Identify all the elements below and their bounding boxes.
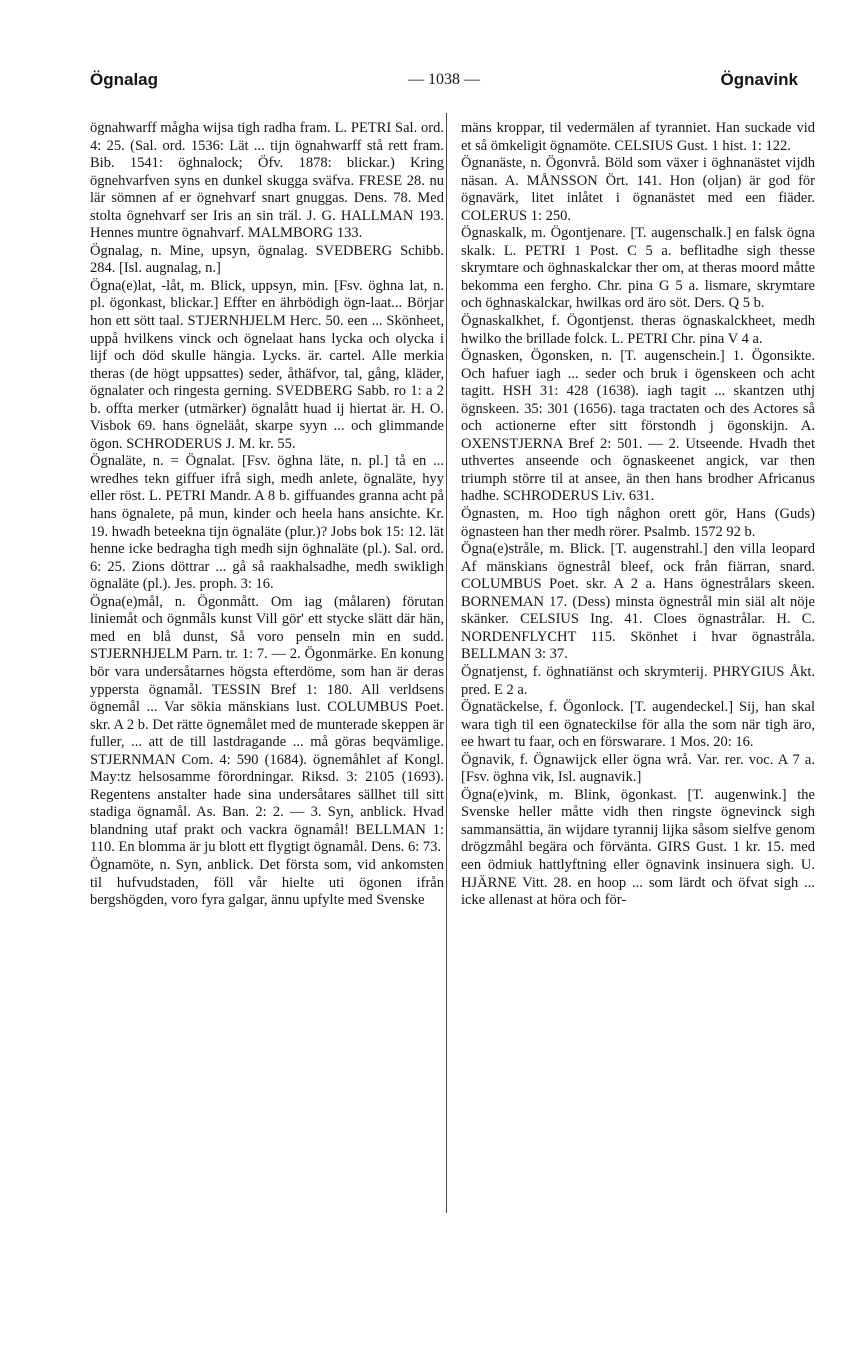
entry-ognasten: Ögnasten, m. Hoo tigh någhon orett gör, Hans (Guds) ögnasteen han ther medh rörer. Psalmb. 1572 92 b. [461, 506, 815, 540]
left-column [90, 120, 444, 910]
header-left-guide-word: Ögnalag [90, 70, 159, 89]
entry-ognastrale: Ögna(e)stråle, m. Blick. [T. augenstrahl.] den villa leopard Af mänskians ögnestrål bleef, ock från fiärran, snard. COLUMBUS Poet. skr. A 2 a. Hans ögnestrålars skeen. BORNEMAN 17. (Dess) minsta ögnestrål min siäl alt nöje skänker. CELSIUS Ing. 41. Cloes ögnastrålar. H. C. NORDENFLYCHT 115. Skönhet i hvar ögnastråla. BELLMAN 3: 37. [461, 541, 815, 663]
entry-ognavink: Ögna(e)vink, m. Blink, ögonkast. [T. augenwink.] the Svenske heller måtte vidh then ringste ögnevinck sigh sammansättia, än wijdare tyrannij lijka såsom sielfve genom drögzmåhl begära och förvänta. GIRS Gust. 1 kr. 15. med een ödmiuk hattlyftning eller ögnavink insinuera sigh. U. HJÄRNE Vitt. 28. en hoop ... som lärdt och öfvat sigh ... icke allenast at höra och för- [461, 786, 815, 909]
entry-ognalat: Ögna(e)lat, -låt, m. Blick, uppsyn, min. [Fsv. öghna lat, n. pl. ögonkast, blickar.] Effter en ährbödigh ögn-laat... Börjar hon ett sött taal. STJERNHJELM Herc. 50. een ... Skönheet, uppå hvilkens vinck och ögnelaat hans lycka och olycka i lijf och död skulle hängia. Lycks. är. cartel. Alle merkia theras (de högt uppsattes) seder, åthäfvor, tal, gång, kläder, ögnalater och ringesta gerning. SVEDBERG Sabb. ro 1: a 2 b. offta merker (utmärker) ögnalått huad ij hiertat är. H. O. Visbok 69. hans ögneläåt, skarpe syyn ... och glimmande ögon. SCHRODERUS J. M. kr. 55. [90, 277, 444, 452]
entry-ognaskalkhet: Ögnaskalkhet, f. Ögontjenst. theras ögnaskalckheet, medh hwilko the brillade folck. L. PETRI Chr. pina V 4 a. [461, 313, 815, 347]
entry-ognatackelse: Ögnatäckelse, f. Ögonlock. [T. augendeckel.] Sij, han skal wara tigh til een ögnateckilse för alla the som när tigh äro, ee hwart tu faar, och en förswarare. 1 Mos. 20: 16. [461, 699, 815, 751]
page-number: — 1038 — [408, 71, 480, 88]
header-right-guide-word: Ögnavink [720, 70, 798, 89]
page-header [90, 70, 798, 100]
entry-ognamal: Ögna(e)mål, n. Ögonmått. Om iag (målaren) förutan liniemåt och ögnmåls kunst Vill gör' ett stycke slätt där hän, med en blå dunst, Så voro penseln min en sudd. STJERNHJELM Parn. tr. 1: 7. — 2. Ögonmärke. En konung bör vara undersåtarnes högsta efterdöme, som han är deras yppersta ögnamål. TESSIN Bref 1: 180. All verldsens ögnemål ... Var sökia mänskians lust. COLUMBUS Poet. skr. A 2 b. Det rätte ögnemålet med de munterade skeppen är fuller, ... att de till lastdragande ... må göras beqvämlige. STJERNMAN Com. 4: 590 (1684). ögnemåhlet af Kongl. May:tz helsosamme förordningar. Riksd. 3: 2105 (1693). Regentens anstalter hade sina undersåtares sällhet till sitt stadiga ögnamål. As. Ban. 2: 2. — 3. Syn, anblick. Hvad blandning utaf prakt och vackra ögnamål! BELLMAN 1: 110. En blomma är ju blott ett flygtigt ögnamål. Dens. 6: 73. [90, 593, 444, 856]
entry-continuation: ögnahwarff mågha wijsa tigh radha fram. L. PETRI Sal. ord. 4: 25. (Sal. ord. 1536: Lät ... tijn ögnahwarff stå rett fram. Bib. 1541: öghnalock; Öfv. 1878: blickar.) Kring ögnehvarfven syns en dunkel skugga sväfva. FRESE 28. nu lär sömnen af er ögnehvarf snart gnuggas. Dens. 78. Med stolta ögnehvarf ser Iris an sin träl. J. G. HALLMAN 193. Hennes muntre ögnahvarf. MALMBORG 133. [90, 120, 444, 242]
entry-ognamote-continued: mäns kroppar, til vedermälen af tyranniet. Han suckade vid et så ömkeligit ögnamöte. CELSIUS Gust. 1 hist. 1: 122. [461, 120, 815, 154]
entry-ognavik: Ögnavik, f. Ögnawijck eller ögna wrå. Var. rer. voc. A 7 a. [Fsv. öghna vik, Isl. augnavik.] [461, 751, 815, 786]
entry-ognalate: Ögnaläte, n. = Ögnalat. [Fsv. öghna läte, n. pl.] tå en ... wredhes tekn giffuer ifrå sigh, medh anlete, ögnaläte, hyy eller röst. L. PETRI Mandr. A 8 b. giffuandes granna acht på hans ögnalete, på mun, kinder och heela hans ansichte. Kr. 19. hwadh beteekna tijn ögnaläte (plur.)? Jobs bok 15: 12. lät henne icke bedragha tigh medh sijn öghnaläte (pl.). Sal. ord. 6: 25. Zions döttrar ... gå så raakhalsadhe, medh swikligh ögnaläte (pl.). Jes. proph. 3: 16. [90, 453, 444, 593]
right-column [461, 120, 815, 910]
entry-ognanaste: Ögnanäste, n. Ögonvrå. Böld som växer i öghnanästet vijdh näsan. A. MÅNSSON Ört. 141. Hon (oljan) är god för ögnavärk, litet inlåtet i ögnanästet med een fiäder. COLERUS 1: 250. [461, 155, 815, 224]
entry-ognamote: Ögnamöte, n. Syn, anblick. Det första som, vid ankomsten til hufvudstaden, föll vår hielte uti ögonen ifrån bergshögden, voro fyra galgar, ännu upfylte med Svenske [90, 856, 444, 909]
entry-ognaskalk: Ögnaskalk, m. Ögontjenare. [T. augenschalk.] en falsk ögna skalk. L. PETRI 1 Post. C 5 a. beflitadhe sigh thesse skrymtare och öghnaskalckar ther om, at theras moord måtte bekomma een fergho. Chr. pina G 5 a. lismare, skrymtare och öghnaskalckar, hwilkas ord äro söt. Ders. Q 5 b. [461, 225, 815, 312]
column-divider [446, 113, 447, 1213]
entry-ognasken: Ögnasken, Ögonsken, n. [T. augenschein.] 1. Ögonsikte. Och hafuer iagh ... seder och bruk i ögenskeen och acht tagitt. HSH 31: 428 (1638). iagh tagit ... skantzen uthj ögnskeen. 35: 301 (1656). taga tractaten och des Actores så och actionerne efter sitt förstondh j ögonskijn. A. OXENSTJERNA Bref 2: 501. — 2. Utseende. Hvadh thet uthvertes anseende och ögnaskeenet angick, var then triumph större til at ansee, än then hans brodher Africanus hadhe. SCHRODERUS Liv. 631. [461, 348, 815, 505]
entry-ognatjenst: Ögnatjenst, f. öghnatiänst och skrymterij. PHRYGIUS Åkt. pred. E 2 a. [461, 663, 815, 698]
entry-ognalag: Ögnalag, n. Mine, upsyn, ögnalag. SVEDBERG Schibb. 284. [Isl. augnalag, n.] [90, 242, 444, 277]
